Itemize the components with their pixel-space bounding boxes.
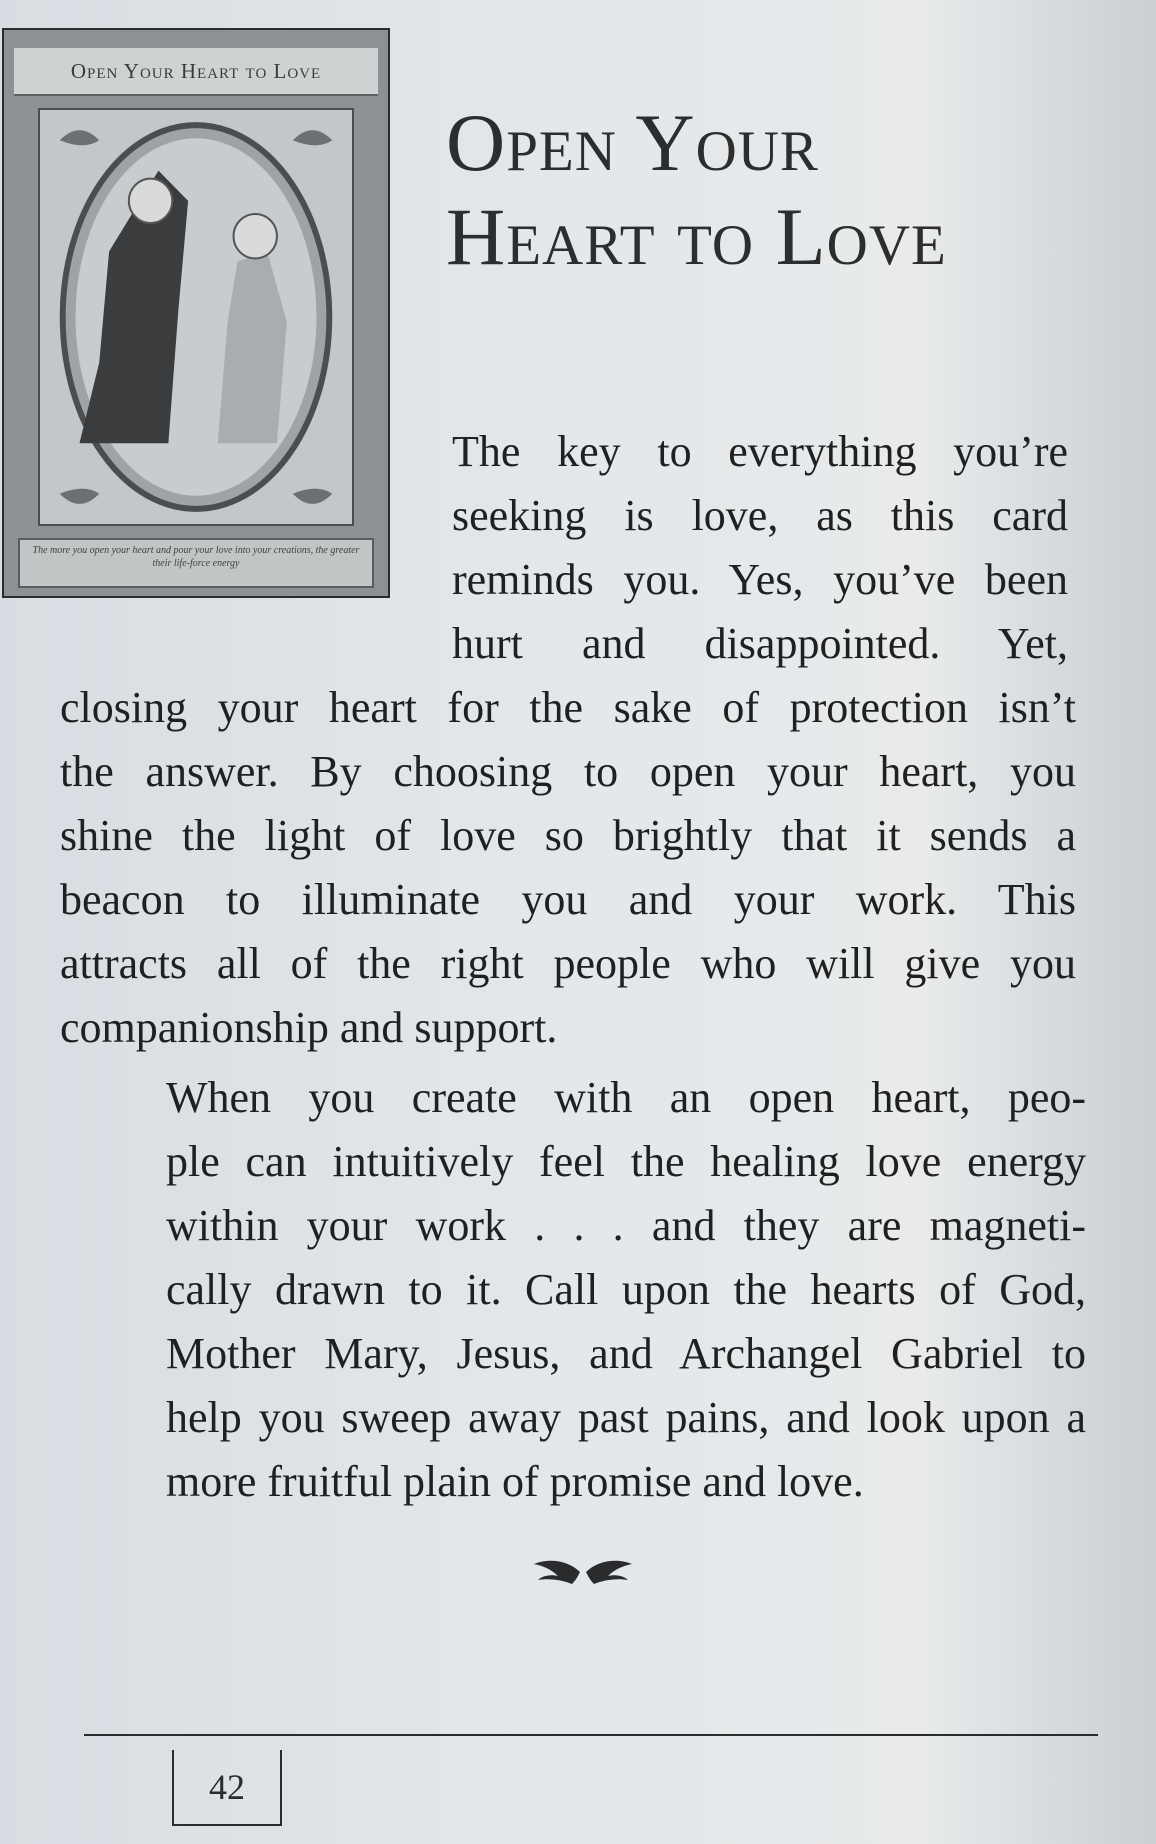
text-line: hurt and disappointed. Yet, [452,619,1068,668]
text-line: attracts all of the right people who will give you [60,939,1076,988]
text-line: cally drawn to it. Call upon the hearts of God, [166,1265,1086,1314]
text-line: more fruitful plain of promise and love. [166,1457,864,1506]
text-line: within your work . . . and they are magneti- [166,1201,1086,1250]
paragraph-1-top [452,420,1068,676]
text-line: ple can intuitively feel the healing love energy [166,1137,1086,1186]
wing-ornament-icon [528,1554,638,1590]
card-illustration [38,108,354,526]
card-title: Open Your Heart to Love [14,48,378,96]
oracle-card-image [2,28,390,598]
text-line: Mother Mary, Jesus, and Archangel Gabriel to [166,1329,1086,1378]
paragraph-2 [70,1066,1086,1514]
footer-rule [84,1734,1098,1736]
text-line: seeking is love, as this card [452,491,1068,540]
page-heading: Open Your Heart to Love [446,97,947,282]
text-line: help you sweep away past pains, and look upon a [166,1393,1086,1442]
text-line: beacon to illuminate you and your work. This [60,875,1076,924]
text-line: shine the light of love so brightly that it sends a [60,811,1076,860]
card-caption: The more you open your heart and pour your love into your creations, the greater their life-force energy [18,538,374,588]
text-line: companionship and support. [60,1003,558,1052]
text-line: The key to everything you’re [452,427,1068,476]
page-number: 42 [172,1750,282,1826]
text-line: reminds you. Yes, you’ve been [452,555,1068,604]
paragraph-1-bottom [60,676,1076,1060]
text-line: When you create with an open heart, peo- [166,1073,1086,1122]
text-line: closing your heart for the sake of protection isn’t [60,683,1076,732]
text-line: the answer. By choosing to open your heart, you [60,747,1076,796]
